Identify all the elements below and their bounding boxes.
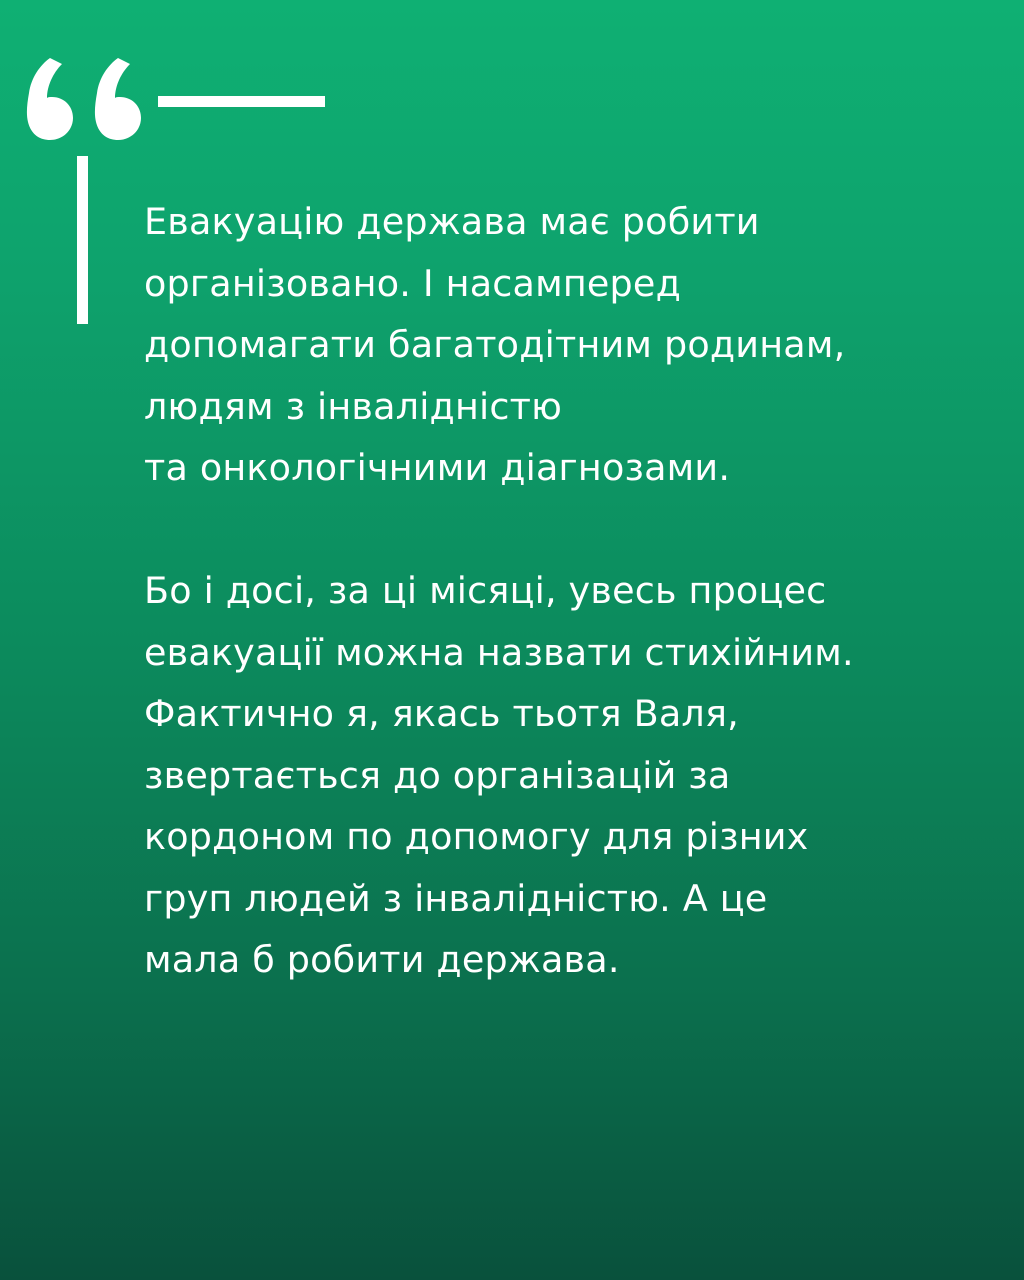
quote-line: людям з інвалідністю — [144, 384, 563, 428]
quote-line: допомагати багатодітним родинам, — [144, 323, 846, 366]
quote-line: кордоном по допомогу для різних — [144, 815, 809, 858]
quote-line: мала б робити держава. — [144, 938, 620, 981]
quote-line: евакуації можна назвати стихійним. — [144, 630, 854, 674]
quote-line: Фактично я, якась тьотя Валя, — [144, 692, 739, 735]
decorative-horizontal-line — [158, 96, 325, 107]
quote-line: Евакуацію держава має робити — [144, 200, 760, 243]
quote-paragraph-1 — [144, 191, 964, 499]
quote-line: груп людей з інвалідністю. А це — [144, 876, 768, 920]
quote-line: звертається до організацій за — [144, 753, 731, 797]
paragraph-spacer — [144, 499, 964, 561]
quote-line: Бо і досі, за ці місяці, увесь процес — [144, 569, 827, 612]
decorative-vertical-bar — [77, 156, 88, 324]
quote-line: та онкологічними діагнозами. — [144, 446, 731, 489]
quote-line: організовано. І насамперед — [144, 261, 682, 305]
quote-paragraph-2 — [144, 560, 964, 991]
opening-double-quote-icon — [26, 58, 142, 140]
quote-text — [144, 191, 964, 991]
